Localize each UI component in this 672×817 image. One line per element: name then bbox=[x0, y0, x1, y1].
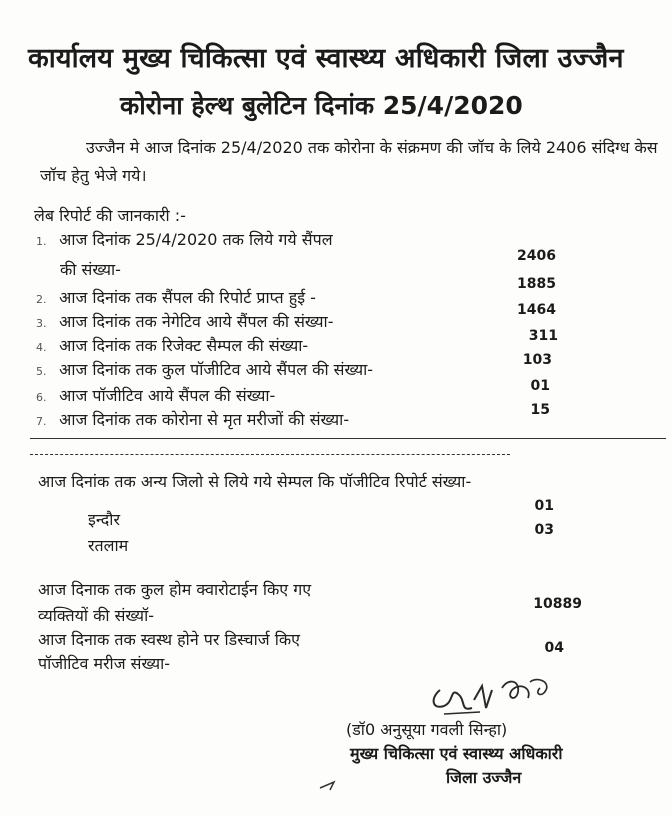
lab-item-text: आज दिनांक तक कोरोना से मृत मरीजों की संख्या- bbox=[59, 410, 350, 429]
lab-item-7-value: 15 bbox=[530, 402, 550, 418]
officer-designation: मुख्य चिकित्सा एवं स्वास्थ्य अधिकारी bbox=[350, 744, 563, 763]
divider-dashed-line bbox=[30, 454, 510, 455]
lab-item-text: आज दिनांक 25/4/2020 तक लिये गये सैंपल bbox=[59, 230, 333, 249]
officer-district: जिला उज्जैन bbox=[446, 768, 522, 787]
lab-item-num: 4. bbox=[36, 341, 47, 354]
quarantine-value: 10889 bbox=[533, 596, 582, 612]
lab-item-4-value: 311 bbox=[528, 328, 558, 344]
lab-item-2 bbox=[36, 286, 316, 308]
district-name-indore: इन्दौर bbox=[88, 510, 120, 529]
divider-line bbox=[30, 438, 666, 439]
stray-mark bbox=[318, 778, 358, 794]
discharged-value: 04 bbox=[544, 640, 564, 656]
intro-paragraph: उज्जैन मे आज दिनांक 25/4/2020 तक कोरोना के संक्रमण की जॉच के लिये 2406 संदिग्ध केस जॉच हेतु भेजे गये। bbox=[40, 138, 658, 185]
lab-item-text: आज दिनांक तक सैंपल की रिपोर्ट प्राप्त हुई - bbox=[59, 288, 316, 307]
other-districts-heading: आज दिनांक तक अन्य जिलो से लिये गये सेम्पल कि पॉजीटिव रिपोर्ट संख्या- bbox=[38, 472, 472, 491]
lab-item-text: आज पॉजीटिव आये सैंपल की संख्या- bbox=[59, 386, 276, 405]
lab-item-5-value: 103 bbox=[522, 352, 552, 368]
lab-item-1-line2: की संख्या- bbox=[60, 260, 121, 279]
district-value-indore: 01 bbox=[534, 498, 554, 514]
district-name-ratlam: रतलाम bbox=[88, 536, 129, 555]
lab-item-text: आज दिनांक तक रिजेक्ट सैम्पल की संख्या- bbox=[59, 336, 309, 355]
lab-item-num: 6. bbox=[36, 391, 47, 404]
lab-item-2-value: 1885 bbox=[517, 276, 556, 292]
lab-item-6-value: 01 bbox=[530, 378, 550, 394]
office-title: कार्यालय मुख्य चिकित्सा एवं स्वास्थ्य अधिकारी जिला उज्जैन bbox=[28, 43, 624, 74]
lab-item-1 bbox=[36, 228, 333, 250]
officer-name: (डॉ0 अनुसूया गवली सिन्हा) bbox=[346, 720, 508, 739]
lab-report-heading: लेब रिपोर्ट की जानकारी :- bbox=[34, 206, 186, 225]
lab-item-text: आज दिनांक तक कुल पॉजीटिव आये सैंपल की संख्या- bbox=[59, 360, 374, 379]
lab-item-5 bbox=[36, 358, 373, 380]
lab-item-num: 1. bbox=[36, 235, 47, 248]
lab-item-7 bbox=[36, 408, 349, 430]
discharged-line2: पॉजीटिव मरीज संख्या- bbox=[38, 654, 171, 673]
lab-item-4 bbox=[36, 334, 308, 356]
quarantine-line1: आज दिनाक तक कुल होम क्वारोटाईन किए गए bbox=[38, 580, 312, 599]
lab-item-3-value: 1464 bbox=[517, 302, 556, 318]
lab-item-num: 3. bbox=[36, 317, 47, 330]
discharged-line1: आज दिनाक तक स्वस्थ होने पर डिस्चार्ज किए bbox=[38, 630, 300, 649]
lab-item-text: आज दिनांक तक नेगेटिव आये सैंपल की संख्या- bbox=[59, 312, 334, 331]
lab-item-num: 5. bbox=[36, 365, 47, 378]
district-value-ratlam: 03 bbox=[534, 522, 554, 538]
lab-item-num: 2. bbox=[36, 293, 47, 306]
lab-item-6 bbox=[36, 384, 275, 406]
lab-item-1-value: 2406 bbox=[517, 248, 556, 264]
bulletin-title: कोरोना हेल्थ बुलेटिन दिनांक 25/4/2020 bbox=[120, 91, 523, 120]
lab-item-num: 7. bbox=[36, 415, 47, 428]
quarantine-line2: व्यक्तियों की संख्यॉ- bbox=[38, 606, 154, 625]
lab-item-3 bbox=[36, 310, 333, 332]
